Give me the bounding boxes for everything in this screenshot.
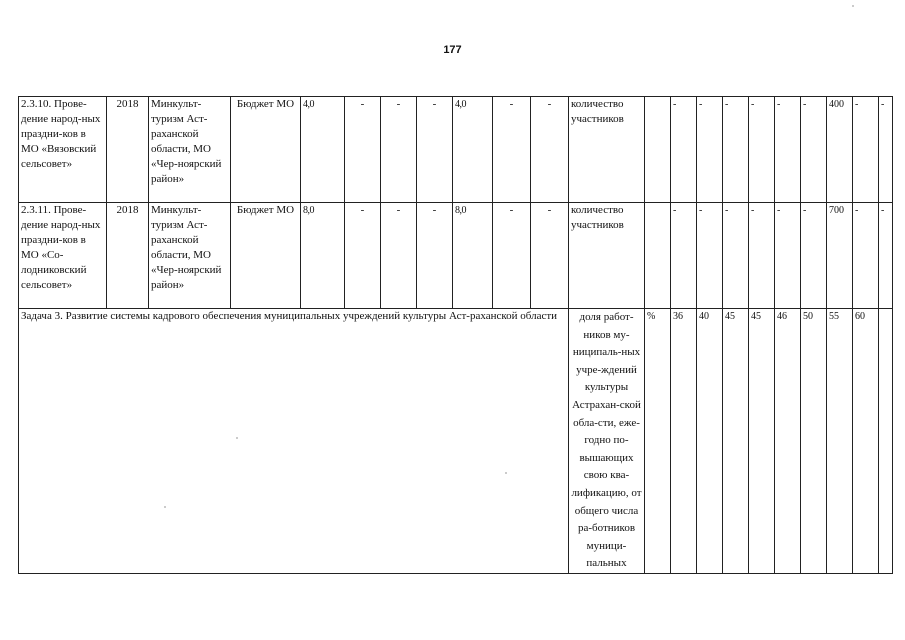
- task-unit-cell: %: [645, 309, 671, 574]
- extra-budget-cell: -: [493, 97, 531, 203]
- task-empty-cell: [879, 309, 893, 574]
- program-table: [18, 96, 893, 574]
- task-row: [19, 309, 893, 574]
- mo-budget-cell: 8,0: [453, 203, 493, 309]
- executor-cell: Минкульт-туризм Аст-раханской области, МО «Чер-ноярский район»: [149, 203, 231, 309]
- funding-source-cell: Бюджет МО: [231, 203, 301, 309]
- task-value-cell: 60: [853, 309, 879, 574]
- task-value-cell: 40: [697, 309, 723, 574]
- indicator-value-cell: -: [801, 97, 827, 203]
- budget-cell: -: [417, 97, 453, 203]
- indicator-value-cell: 400: [827, 97, 853, 203]
- indicator-value-cell: -: [697, 203, 723, 309]
- task-indicator-cell: доля работ-ников му-ниципаль-ных учре-ждений культуры Астрахан-ской обла-сти, еже-годно по-вышающих свою ква-лификацию, от общего числа ра-ботников муници-пальных: [569, 309, 645, 574]
- mo-budget-cell: 4,0: [453, 97, 493, 203]
- task-value-cell: 46: [775, 309, 801, 574]
- indicator-value-cell: -: [853, 203, 879, 309]
- indicator-value-cell: -: [749, 97, 775, 203]
- indicator-value-cell: -: [671, 97, 697, 203]
- year-cell: 2018: [107, 97, 149, 203]
- task-value-cell: 50: [801, 309, 827, 574]
- page-number: 177: [443, 44, 462, 56]
- extra-budget-cell: -: [493, 203, 531, 309]
- indicator-value-cell: -: [749, 203, 775, 309]
- budget-cell: -: [417, 203, 453, 309]
- indicator-value-cell: -: [697, 97, 723, 203]
- extra-budget-cell: -: [531, 203, 569, 309]
- indicator-value-cell: 700: [827, 203, 853, 309]
- indicator-value-cell: -: [775, 97, 801, 203]
- task-value-cell: 55: [827, 309, 853, 574]
- task-description-cell: Задача 3. Развитие системы кадрового обеспечения муниципальных учреждений культуры Аст-раханской области: [19, 309, 569, 574]
- indicator-value-cell: -: [723, 203, 749, 309]
- task-value-cell: 36: [671, 309, 697, 574]
- budget-cell: -: [345, 97, 381, 203]
- indicator-value-cell: -: [853, 97, 879, 203]
- indicator-value-cell: -: [775, 203, 801, 309]
- total-amount-cell: 4,0: [301, 97, 345, 203]
- task-value-cell: 45: [749, 309, 775, 574]
- indicator-value-cell: -: [671, 203, 697, 309]
- indicator-value-cell: -: [723, 97, 749, 203]
- extra-budget-cell: -: [531, 97, 569, 203]
- budget-cell: -: [345, 203, 381, 309]
- event-name-cell: 2.3.11. Прове-дение народ-ных праздни-ков в МО «Со-лодниковский сельсовет»: [19, 203, 107, 309]
- event-name-cell: 2.3.10. Прове-дение народ-ных праздни-ков в МО «Вязовский сельсовет»: [19, 97, 107, 203]
- executor-cell: Минкульт-туризм Аст-раханской области, МО «Чер-ноярский район»: [149, 97, 231, 203]
- indicator-value-cell: -: [879, 203, 893, 309]
- table-row: [19, 97, 893, 203]
- indicator-value-cell: -: [879, 97, 893, 203]
- funding-source-cell: Бюджет МО: [231, 97, 301, 203]
- task-value-cell: 45: [723, 309, 749, 574]
- table-row: [19, 203, 893, 309]
- total-amount-cell: 8,0: [301, 203, 345, 309]
- budget-cell: -: [381, 97, 417, 203]
- year-cell: 2018: [107, 203, 149, 309]
- unit-cell: [645, 203, 671, 309]
- indicator-cell: количество участников: [569, 203, 645, 309]
- unit-cell: [645, 97, 671, 203]
- budget-cell: -: [381, 203, 417, 309]
- indicator-value-cell: -: [801, 203, 827, 309]
- indicator-cell: количество участников: [569, 97, 645, 203]
